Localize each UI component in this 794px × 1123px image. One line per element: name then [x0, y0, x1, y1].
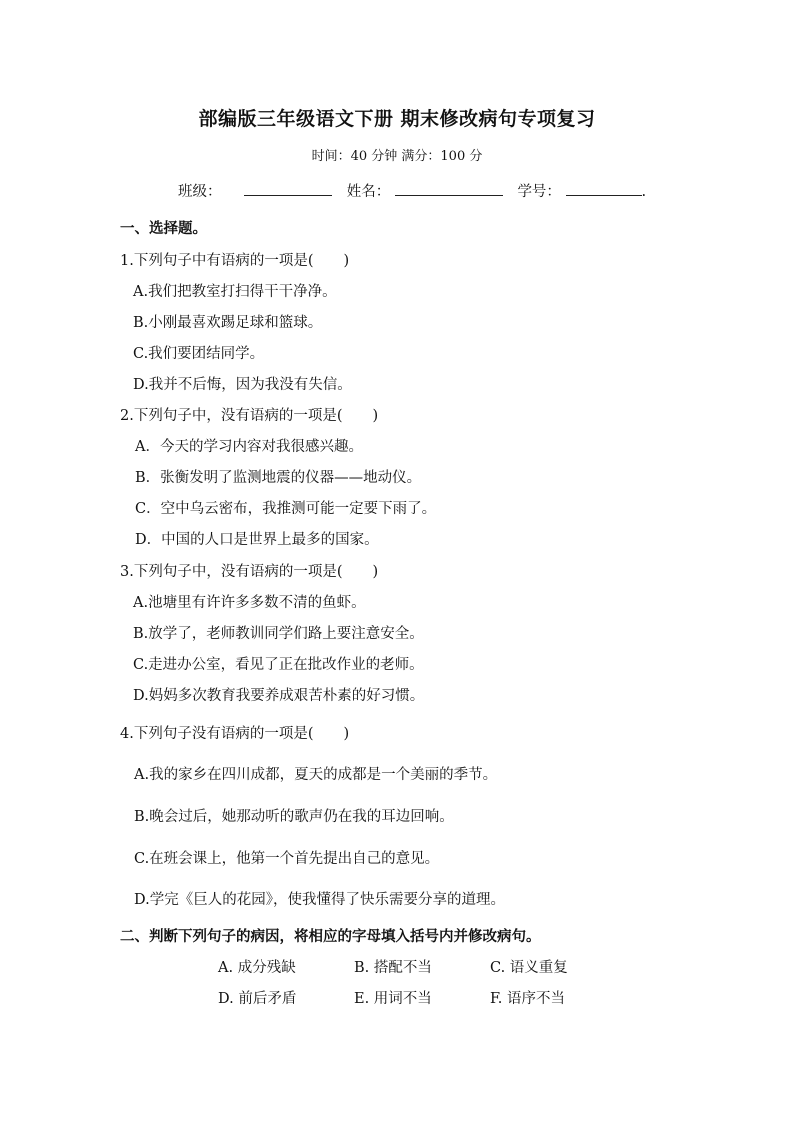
paren-close: ): [343, 726, 350, 742]
question-3-option-a: A.池塘里有许许多多数不清的鱼虾。: [133, 595, 366, 611]
question-2-option-d: D．中国的人口是世界上最多的国家。: [135, 532, 379, 548]
name-blank[interactable]: [395, 181, 503, 196]
error-code-d: D. 前后矛盾: [218, 991, 297, 1007]
error-code-c: C. 语义重复: [490, 960, 568, 976]
question-1-option-b: B.小刚最喜欢踢足球和篮球。: [133, 315, 323, 331]
id-blank[interactable]: [566, 181, 642, 196]
question-stem-text: 2.下列句子中，没有语病的一项是(: [120, 408, 343, 424]
question-2-option-c: C．空中乌云密布，我推测可能一定要下雨了。: [135, 501, 437, 517]
question-2-stem: [120, 404, 378, 425]
question-3-stem: [120, 560, 378, 581]
question-1-option-a: A.我们把教室打扫得干干净净。: [133, 284, 337, 300]
id-label: 学号：: [517, 184, 561, 200]
error-code-e: E. 用词不当: [354, 991, 432, 1007]
error-code-f: F. 语序不当: [490, 991, 566, 1007]
paren-close: ): [372, 564, 379, 580]
exam-meta: 时间：40 分钟 满分：100 分: [311, 149, 483, 164]
question-stem-text: 4.下列句子没有语病的一项是(: [120, 726, 314, 742]
error-code-a: A. 成分残缺: [218, 960, 296, 976]
name-label: 姓名：: [346, 184, 391, 200]
question-4-stem: [120, 722, 349, 743]
question-2-option-a: A．今天的学习内容对我很感兴趣。: [135, 439, 363, 455]
section-1-heading: 一、选择题。: [120, 220, 207, 237]
section-2-heading: 二、判断下列句子的病因，将相应的字母填入括号内并修改病句。: [120, 928, 541, 945]
paren-close: ): [343, 253, 350, 269]
question-1-option-c: C.我们要团结同学。: [133, 346, 265, 362]
question-2-option-b: B．张衡发明了监测地震的仪器——地动仪。: [135, 470, 422, 486]
error-code-b: B. 搭配不当: [354, 960, 432, 976]
id-suffix: .: [641, 184, 647, 200]
paren-close: ): [372, 408, 379, 424]
question-stem-text: 1.下列句子中有语病的一项是(: [120, 253, 314, 269]
question-4-option-b: B.晚会过后，她那动听的歌声仍在我的耳边回响。: [134, 809, 454, 825]
question-4-option-d: D.学完《巨人的花园》，使我懂得了快乐需要分享的道理。: [134, 892, 505, 908]
question-3-option-d: D.妈妈多次教育我要养成艰苦朴素的好习惯。: [133, 688, 425, 704]
question-3-option-b: B.放学了，老师教训同学们路上要注意安全。: [133, 626, 424, 642]
question-3-option-c: C.走进办公室，看见了正在批改作业的老师。: [133, 657, 424, 673]
question-1-stem: [120, 249, 349, 270]
student-info-row: [178, 180, 646, 201]
question-1-option-d: D.我并不后悔，因为我没有失信。: [133, 377, 352, 393]
class-label: 班级：: [178, 184, 222, 200]
question-4-option-a: A.我的家乡在四川成都，夏天的成都是一个美丽的季节。: [134, 767, 498, 783]
question-stem-text: 3.下列句子中，没有语病的一项是(: [120, 564, 343, 580]
page-title: 部编版三年级语文下册 期末修改病句专项复习: [198, 108, 596, 130]
class-blank[interactable]: [244, 181, 332, 196]
question-4-option-c: C.在班会课上，他第一个首先提出自己的意见。: [134, 851, 440, 867]
